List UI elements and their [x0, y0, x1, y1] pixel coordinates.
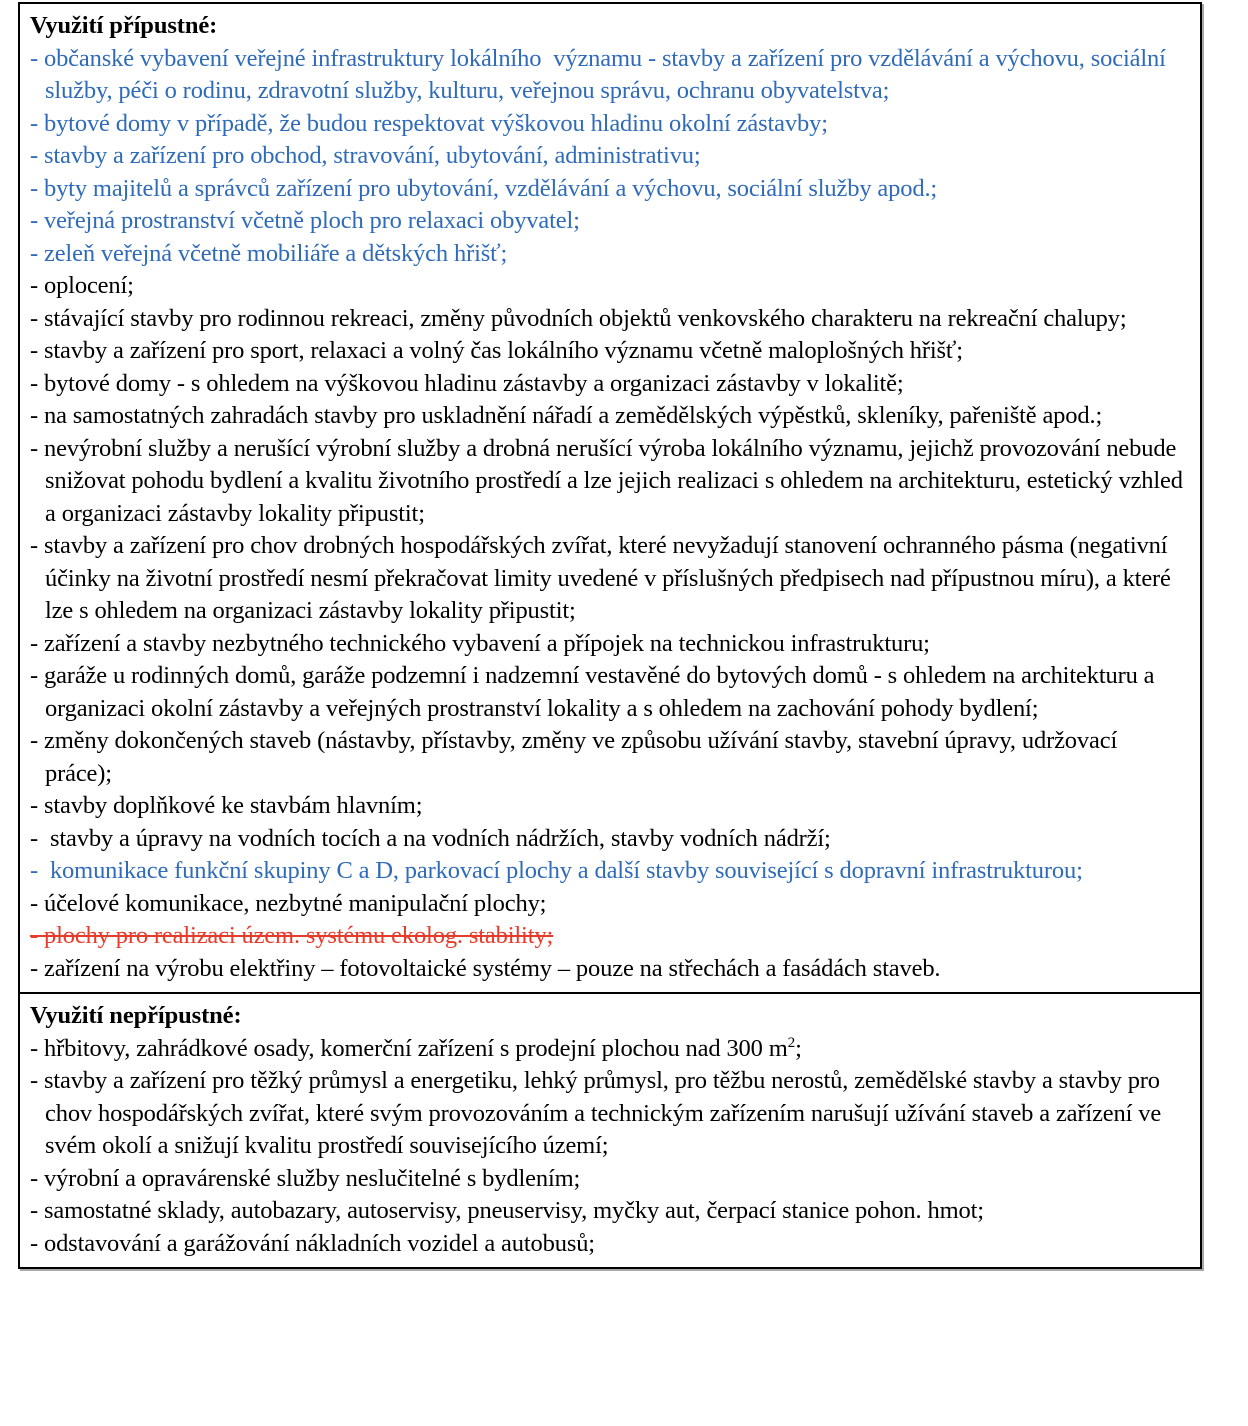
list-item: - stavby a úpravy na vodních tocích a na vodních nádržích, stavby vodních nádrží; — [30, 824, 831, 852]
list-item: - stavby a zařízení pro sport, relaxaci a volný čas lokálního významu včetně maloplošných hřišť; — [30, 337, 963, 364]
list-item: - zařízení na výrobu elektřiny – fotovoltaické systémy – pouze na střechách a fasádách staveb. — [30, 954, 941, 982]
list-item: - zeleň veřejná včetně mobiliáře a dětských hřišť; — [30, 239, 508, 267]
list-item: - občanské vybavení veřejné infrastruktury lokálního významu - stavby a zařízení pro vzdělávání a výchovu, sociální služby, péči o rodinu, zdravotní služby, kulturu, veřejnou správu, ochranu obyvatelstva; — [30, 44, 1172, 104]
list-item: - výrobní a opravárenské služby neslučitelné s bydlením; — [30, 1164, 581, 1192]
list-item: - změny dokončených staveb (nástavby, přístavby, změny ve způsobu užívání stavby, stavební úpravy, udržovací práce); — [30, 727, 1124, 787]
list-item: - oplocení; — [30, 272, 134, 299]
list-item: - samostatné sklady, autobazary, autoservisy, pneuservisy, myčky aut, čerpací stanice pohon. hmot; — [30, 1197, 984, 1224]
list-item: - odstavování a garážování nákladních vozidel a autobusů; — [30, 1229, 595, 1257]
list-item — [30, 1033, 1190, 1066]
list-item: - bytové domy - s ohledem na výškovou hladinu zástavby a organizaci zástavby v lokalitě; — [30, 369, 904, 397]
list-item: - plochy pro realizaci územ. systému ekolog. stability; — [30, 922, 554, 949]
section-impermissible-use — [20, 992, 1200, 1267]
list-item: - komunikace funkční skupiny C a D, parkovací plochy a další stavby související s dopravní infrastrukturou; — [30, 857, 1083, 884]
list-item: - stavby a zařízení pro chov drobných hospodářských zvířat, které nevyžadují stanovení ochranného pásma (negativní účinky na životní prostředí nesmí překračovat limity uvedené v příslušných předpisech nad přípustnou míru), a které lze s ohledem na organizaci zástavby lokality připustit; — [30, 532, 1177, 624]
list-item: - stavby a zařízení pro těžký průmysl a energetiku, lehký průmysl, pro těžbu nerostů, zemědělské stavby a stavby pro chov hospodářských zvířat, které svým provozováním a technickým zařízením narušují užívání staveb a zařízení ve svém okolí a snižují kvalitu prostředí souvisejícího území; — [30, 1067, 1168, 1159]
superscript: 2 — [787, 1033, 796, 1051]
zoning-regulations-table — [18, 2, 1202, 1269]
section-permissible-use — [20, 4, 1200, 992]
list-item: - stavby doplňkové ke stavbám hlavním; — [30, 792, 423, 819]
list-item-text: - hřbitovy, zahrádkové osady, komerční zařízení s prodejní plochou nad 300 m — [30, 1034, 788, 1062]
list-item: - garáže u rodinných domů, garáže podzemní i nadzemní vestavěné do bytových domů - s ohledem na architekturu a organizaci okolní zástavby a veřejných prostranství lokality a s ohledem na zachování pohody bydlení; — [30, 662, 1161, 722]
list-item: - veřejná prostranství včetně ploch pro relaxaci obyvatel; — [30, 207, 580, 234]
section-heading-impermissible: Využití nepřípustné: — [30, 1002, 242, 1029]
section-heading-permissible: Využití přípustné: — [30, 12, 218, 39]
list-item: - nevýrobní služby a nerušící výrobní služby a drobná nerušící výroba lokálního významu, jejichž provozování nebude snižovat pohodu bydlení a kvalitu životního prostředí a lze jejich realizaci s ohledem na architekturu, estetický vzhled a organizaci zástavby lokality připustit; — [30, 434, 1189, 527]
list-item: - účelové komunikace, nezbytné manipulační plochy; — [30, 889, 547, 917]
list-item: - stávající stavby pro rodinnou rekreaci, změny původních objektů venkovského charakteru na rekreační chalupy; — [30, 304, 1127, 332]
list-item: - zařízení a stavby nezbytného technického vybavení a přípojek na technickou infrastrukturu; — [30, 629, 930, 657]
list-item: - bytové domy v případě, že budou respektovat výškovou hladinu okolní zástavby; — [30, 109, 828, 137]
permissible-items-list — [30, 43, 1190, 986]
list-item: - stavby a zařízení pro obchod, stravování, ubytování, administrativu; — [30, 142, 701, 169]
list-item: - na samostatných zahradách stavby pro uskladnění nářadí a zemědělských výpěstků, skleníky, pařeniště apod.; — [30, 402, 1103, 429]
impermissible-items-list — [30, 1033, 1190, 1261]
list-item: - byty majitelů a správců zařízení pro ubytování, vzdělávání a výchovu, sociální služby apod.; — [30, 174, 938, 202]
list-item-text: ; — [795, 1034, 802, 1062]
